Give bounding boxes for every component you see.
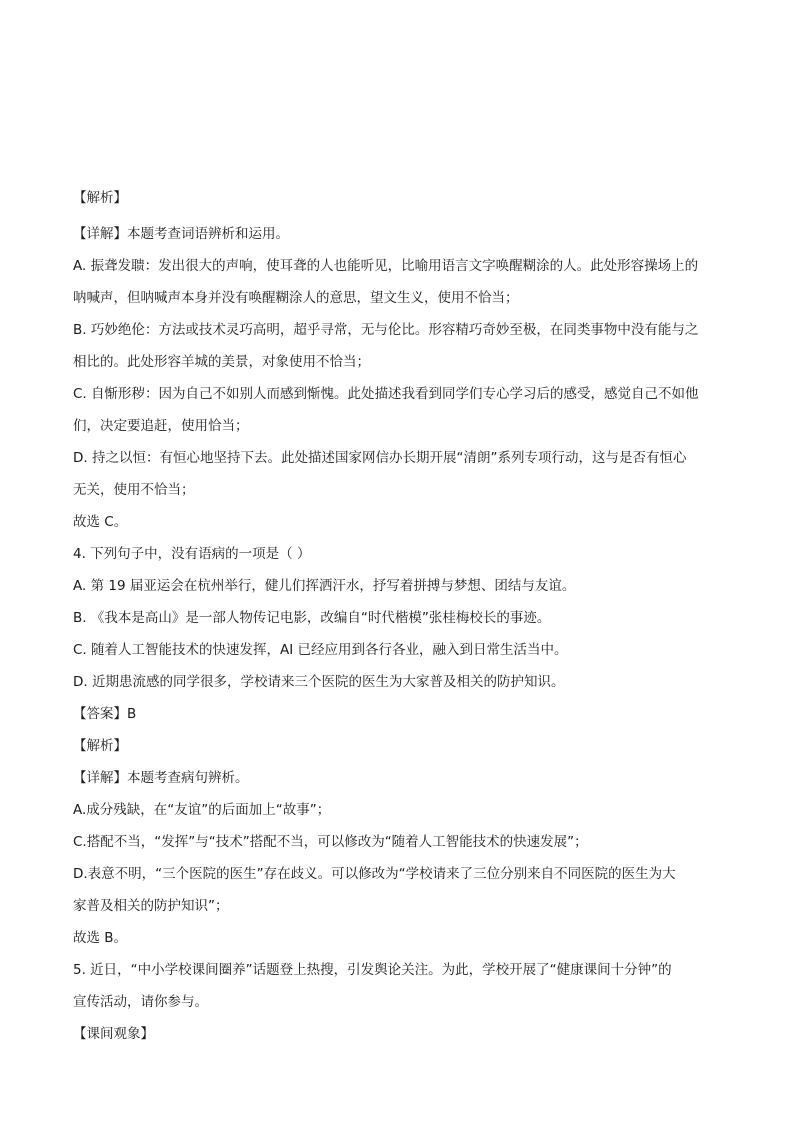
option-b-line-cont: 相比的。此处形容羊城的美景，对象使用不恰当； — [73, 354, 370, 370]
analysis-a: A.成分残缺，在“友谊”的后面加上“故事”； — [73, 802, 331, 818]
analysis-d-cont: 家普及相关的防护知识”； — [73, 898, 229, 914]
option-c-line: C. 自惭形秽：因为自己不如别人而感到惭愧。此处描述我看到同学们专心学习后的感受，感觉自己不如他 — [73, 386, 699, 402]
question-5: 5. 近日，“中小学校课间圈养”话题登上热搜，引发舆论关注。为此，学校开展了“健康课间十分钟”的 — [73, 962, 672, 978]
choice-c-line: 故选 C。 — [73, 514, 128, 530]
q4-option-c: C. 随着人工智能技术的快速发挥，AI 已经应用到各行各业，融入到日常生活当中。 — [73, 642, 568, 658]
option-d-line: D. 持之以恒：有恒心地坚持下去。此处描述国家网信办长期开展“清朗”系列专项行动，这与是否有恒心 — [73, 450, 687, 466]
question-5-cont: 宣传活动，请你参与。 — [73, 994, 208, 1010]
q4-option-d: D. 近期患流感的同学很多，学校请来三个医院的医生为大家普及相关的防护知识。 — [73, 674, 565, 690]
answer-line: 【答案】B — [73, 706, 137, 722]
choice-b-line: 故选 B。 — [73, 930, 128, 946]
option-c-line-cont: 们，决定要追赶，使用恰当； — [73, 418, 249, 434]
analysis-c: C.搭配不当，“发挥”与“技术”搭配不当，可以修改为“随着人工智能技术的快速发展”； — [73, 834, 588, 850]
detail-line-2: 【详解】本题考查病句辨析。 — [73, 770, 249, 786]
detail-line: 【详解】本题考查词语辨析和运用。 — [73, 226, 289, 242]
option-a-line-cont: 呐喊声，但呐喊声本身并没有唤醒糊涂人的意思，望文生义，使用不恰当； — [73, 290, 519, 306]
option-b-line: B. 巧妙绝伦：方法或技术灵巧高明，超乎寻常，无与伦比。形容精巧奇妙至极，在同类事物中没有能与之 — [73, 322, 699, 338]
option-d-line-cont: 无关，使用不恰当； — [73, 482, 195, 498]
q4-option-a: A. 第 19 届亚运会在杭州举行，健儿们挥洒汗水，抒写着拼搏与梦想、团结与友谊。 — [73, 578, 576, 594]
q4-option-b: B. 《我本是高山》是一部人物传记电影，改编自“时代楷模”张桂梅校长的事迹。 — [73, 610, 551, 626]
heading-analysis-2: 【解析】 — [73, 738, 127, 754]
heading-analysis: 【解析】 — [73, 190, 127, 206]
question-4: 4. 下列句子中，没有语病的一项是（ ） — [73, 546, 311, 562]
analysis-d: D.表意不明，“三个医院的医生”存在歧义。可以修改为“学校请来了三位分别来自不同医院的医生为大 — [73, 866, 676, 882]
option-a-line: A. 振聋发聩：发出很大的声响，使耳聋的人也能听见，比喻用语言文字唤醒糊涂的人。此处形容操场上的 — [73, 258, 699, 274]
section-heading: 【课间观象】 — [73, 1026, 154, 1042]
